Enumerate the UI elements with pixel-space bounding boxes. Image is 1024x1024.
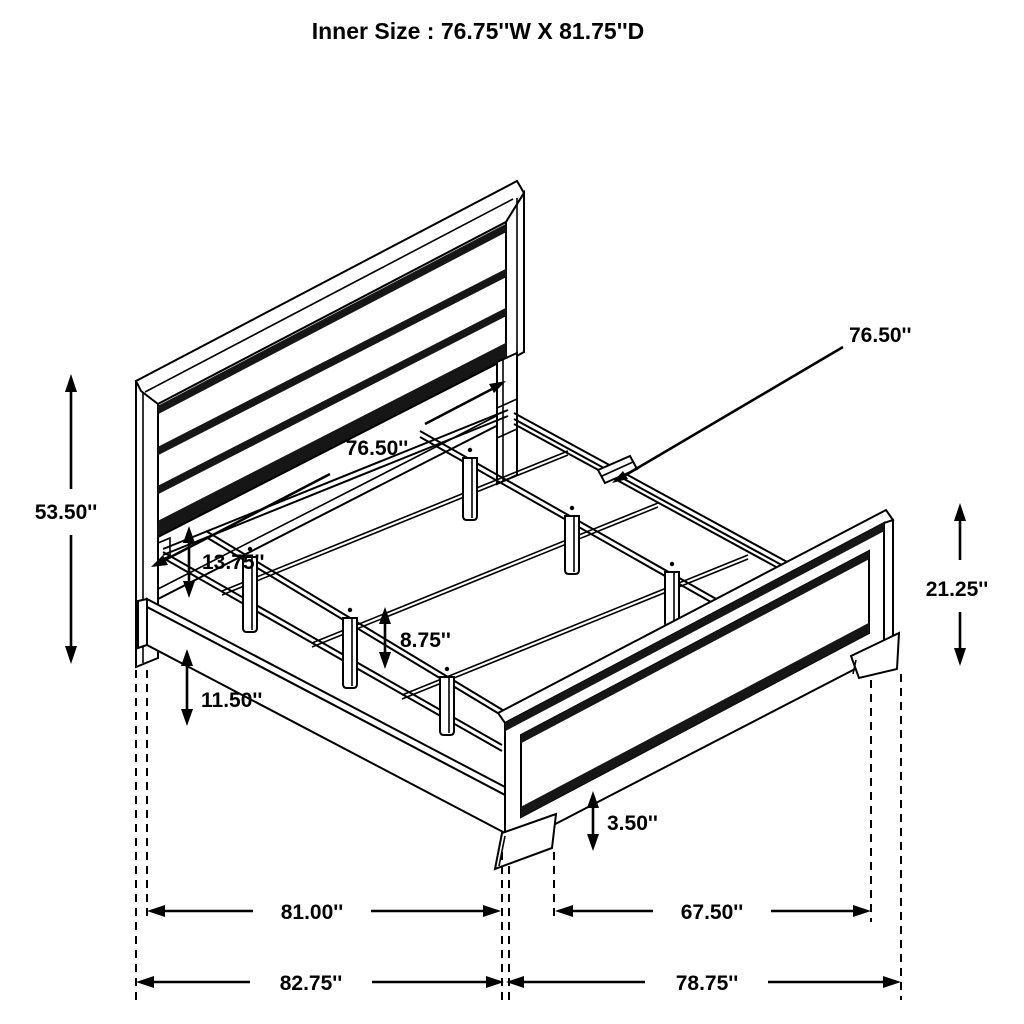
diagram-title: Inner Size : 76.75''W X 81.75''D: [311, 18, 645, 44]
side-rail-end-cap: [138, 599, 147, 648]
dim-inner-length: [147, 901, 501, 924]
support-leg: [665, 562, 679, 627]
headboard-right-frame: [506, 193, 524, 362]
dim-footboard-span: [555, 901, 871, 924]
support-leg: [463, 448, 477, 520]
dim-label-support-rail-length: 76.50'': [849, 324, 912, 347]
dim-label-inner-length: 81.00'': [280, 901, 344, 924]
dim-label-headboard-height: 53.50'': [34, 501, 98, 524]
dim-label-side-rail-height: 11.50'': [201, 689, 263, 712]
dim-label-support-leg-height: 8.75'': [400, 629, 451, 652]
dim-label-footboard-ground-clearance: 3.50'': [607, 812, 658, 835]
headboard: [136, 181, 524, 667]
dim-label-footboard-span: 67.50'': [680, 901, 744, 924]
footboard-right-edge: [884, 520, 893, 654]
cross-bar: [312, 503, 658, 647]
dim-headboard-height: [35, 374, 98, 664]
support-leg: [343, 608, 357, 688]
dim-overall-length-right: [506, 972, 901, 995]
dim-label-overall-length-left: 82.75'': [279, 972, 343, 995]
dim-support-rail-length: [612, 324, 912, 483]
dim-label-footboard-height: 21.25'': [925, 578, 989, 601]
support-leg: [440, 667, 454, 735]
dim-label-headboard-width: 76.50'': [345, 437, 409, 460]
dim-label-rail-to-panel-gap: 13.75'': [202, 551, 265, 574]
dim-label-overall-length-right: 78.75'': [675, 972, 739, 995]
support-leg: [565, 506, 579, 574]
dim-footboard-height: [926, 503, 989, 666]
dim-overall-length-left: [136, 972, 504, 995]
footboard: [495, 510, 899, 869]
